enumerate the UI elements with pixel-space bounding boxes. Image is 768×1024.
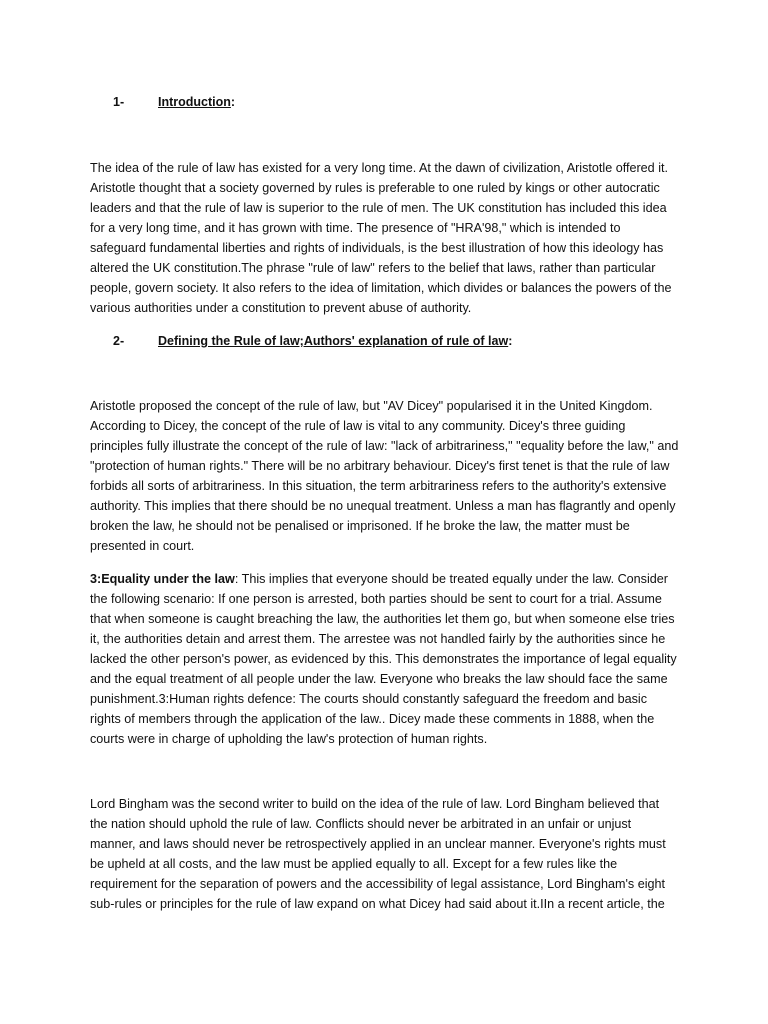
section-title: Introduction xyxy=(158,95,231,109)
section-heading-defining-rule-of-law xyxy=(113,333,512,349)
section-title-suffix: : xyxy=(230,95,236,109)
paragraph-bingham: Lord Bingham was the second writer to build on the idea of the rule of law. Lord Bingham believed that the nation should uphold the rule of law. Conflicts should never be arbitrated in an unfair or unjust manner, and laws should never be retrospectively applied in an unclear manner. Everyone's rights must be upheld at all costs, and the law must be applied equally to all. Except for a few rules like the requirement for the separation of powers and the accessibility of legal assistance, Lord Bingham's eight sub-rules or principles for the rule of law expand on what Dicey had said about it.IIn a recent article, the xyxy=(90,797,666,911)
paragraph-lead-bold: 3:Equality under the law xyxy=(90,572,235,586)
section-number: 2- xyxy=(113,334,125,348)
paragraph-dicey: Aristotle proposed the concept of the rule of law, but "AV Dicey" popularised it in the United Kingdom. According to Dicey, the concept of the rule of law is vital to any community. Dicey's three guiding principles fully illustrate the concept of the rule of law: "lack of arbitrariness," "equality before the law," and "protection of human rights." There will be no arbitrary behaviour. Dicey's first tenet is that the rule of law forbids all sorts of arbitrariness. In this situation, the term arbitrariness refers to the authority's extensive authority. This implies that there should be no unequal treatment. Unless a man has flagrantly and openly broken the law, he should not be penalised or imprisoned. If he broke the law, the matter must be presented in court. xyxy=(90,399,679,553)
paragraph-body: : This implies that everyone should be treated equally under the law. Consider the following scenario: If one person is arrested, both parties should be sent to court for a trial. Assume that when someone is caught breaching the law, the authorities let them go, but when someone else tries it, the authorities detain and arrest them. The arrestee was not handled fairly by the authorities since he lacked the other person's power, as evidenced by this. This demonstrates the importance of legal equality and the equal treatment of all people under the law. Everyone who breaks the law should face the same punishment.3:Human rights defence: The courts should constantly safeguard the freedom and basic rights of members through the application of the law.. Dicey made these comments in 1888, when the courts were in charge of upholding the law's protection of human rights. xyxy=(90,572,677,746)
section-heading-introduction xyxy=(113,94,235,110)
section-number: 1- xyxy=(113,95,125,109)
section-title-suffix: : xyxy=(508,334,513,348)
paragraph-introduction: The idea of the rule of law has existed for a very long time. At the dawn of civilization, Aristotle offered it. Aristotle thought that a society governed by rules is preferable to one ruled by kings or other autocratic leaders and that the rule of law is superior to the rule of men. The UK constitution has included this idea for a very long time, and it has grown with time. The presence of "HRA'98," which is intended to safeguard fundamental liberties and rights of individuals, is the best illustration of how this ideology has altered the UK constitution.The phrase "rule of law" refers to the belief that laws, rather than particular people, govern society. It also refers to the idea of limitation, which divides or balances the powers of the various authorities under a constitution to prevent abuse of authority. xyxy=(90,161,672,315)
section-title: Defining the Rule of law;Authors' explanation of rule of law xyxy=(158,334,509,348)
paragraph-equality xyxy=(90,569,680,749)
